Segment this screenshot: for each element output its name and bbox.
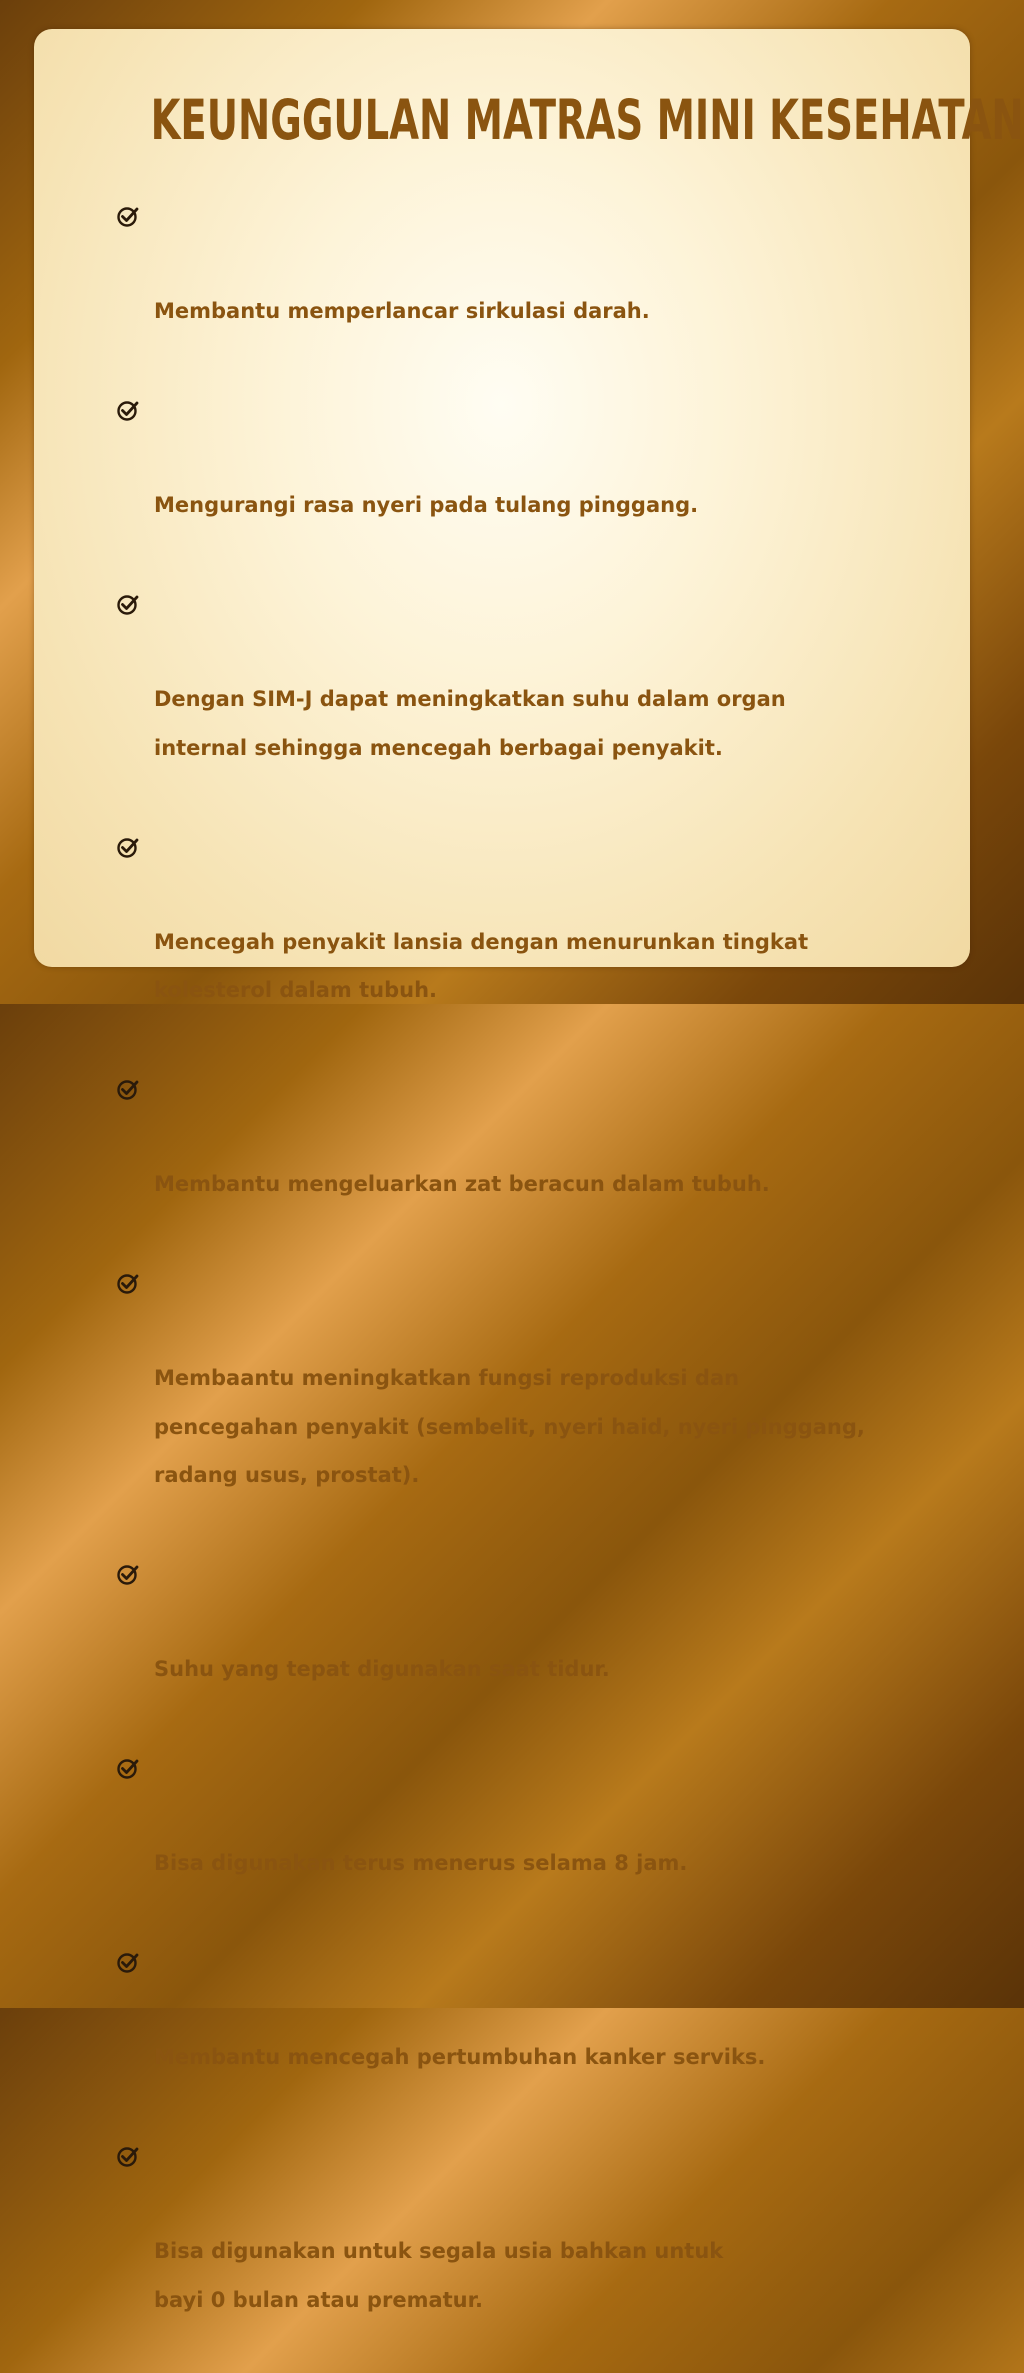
list-item xyxy=(116,821,916,1064)
list-item xyxy=(116,190,916,384)
list-item xyxy=(116,1063,916,1257)
benefit-list xyxy=(116,190,916,2373)
list-item xyxy=(116,578,916,821)
list-item-text: Membaantu meningkatkan fungsi reproduksi dan pencegahan penyakit (sembelit, nyeri haid, nyeri pinggang, radang usus, prostat). xyxy=(154,1366,865,1487)
check-circle-icon xyxy=(116,835,140,859)
list-item-text: Bisa digunakan terus menerus selama 8 jam. xyxy=(154,1851,688,1875)
list-item-text: Suhu yang tepat digunakan saat tidur. xyxy=(154,1657,610,1681)
check-circle-icon xyxy=(116,1271,140,1295)
check-circle-icon xyxy=(116,1950,140,1974)
list-item xyxy=(116,1257,916,1548)
list-item-text: Membantu mencegah pertumbuhan kanker serviks. xyxy=(154,2045,766,2069)
check-circle-icon xyxy=(116,1756,140,1780)
list-item xyxy=(116,2130,916,2373)
list-item-text: Membantu mengeluarkan zat beracun dalam tubuh. xyxy=(154,1172,770,1196)
page-title: KEUNGGULAN MATRAS MINI KESEHATAN xyxy=(150,88,1024,152)
list-item-text: Bisa digunakan untuk segala usia bahkan untuk bayi 0 bulan atau prematur. xyxy=(154,2239,724,2312)
list-item-text: Dengan SIM-J dapat meningkatkan suhu dalam organ internal sehingga mencegah berbagai penyakit. xyxy=(154,687,786,760)
list-item-text: Membantu memperlancar sirkulasi darah. xyxy=(154,299,650,323)
check-circle-icon xyxy=(116,1077,140,1101)
list-item-text: Mengurangi rasa nyeri pada tulang pinggang. xyxy=(154,493,699,517)
list-item xyxy=(116,1548,916,1742)
check-circle-icon xyxy=(116,1562,140,1586)
list-item-text: Mencegah penyakit lansia dengan menurunkan tingkat kolesterol dalam tubuh. xyxy=(154,929,809,1002)
list-item xyxy=(116,384,916,578)
list-item xyxy=(116,1742,916,1936)
check-circle-icon xyxy=(116,398,140,422)
check-circle-icon xyxy=(116,204,140,228)
check-circle-icon xyxy=(116,592,140,616)
list-item xyxy=(116,1936,916,2130)
check-circle-icon xyxy=(116,2144,140,2168)
